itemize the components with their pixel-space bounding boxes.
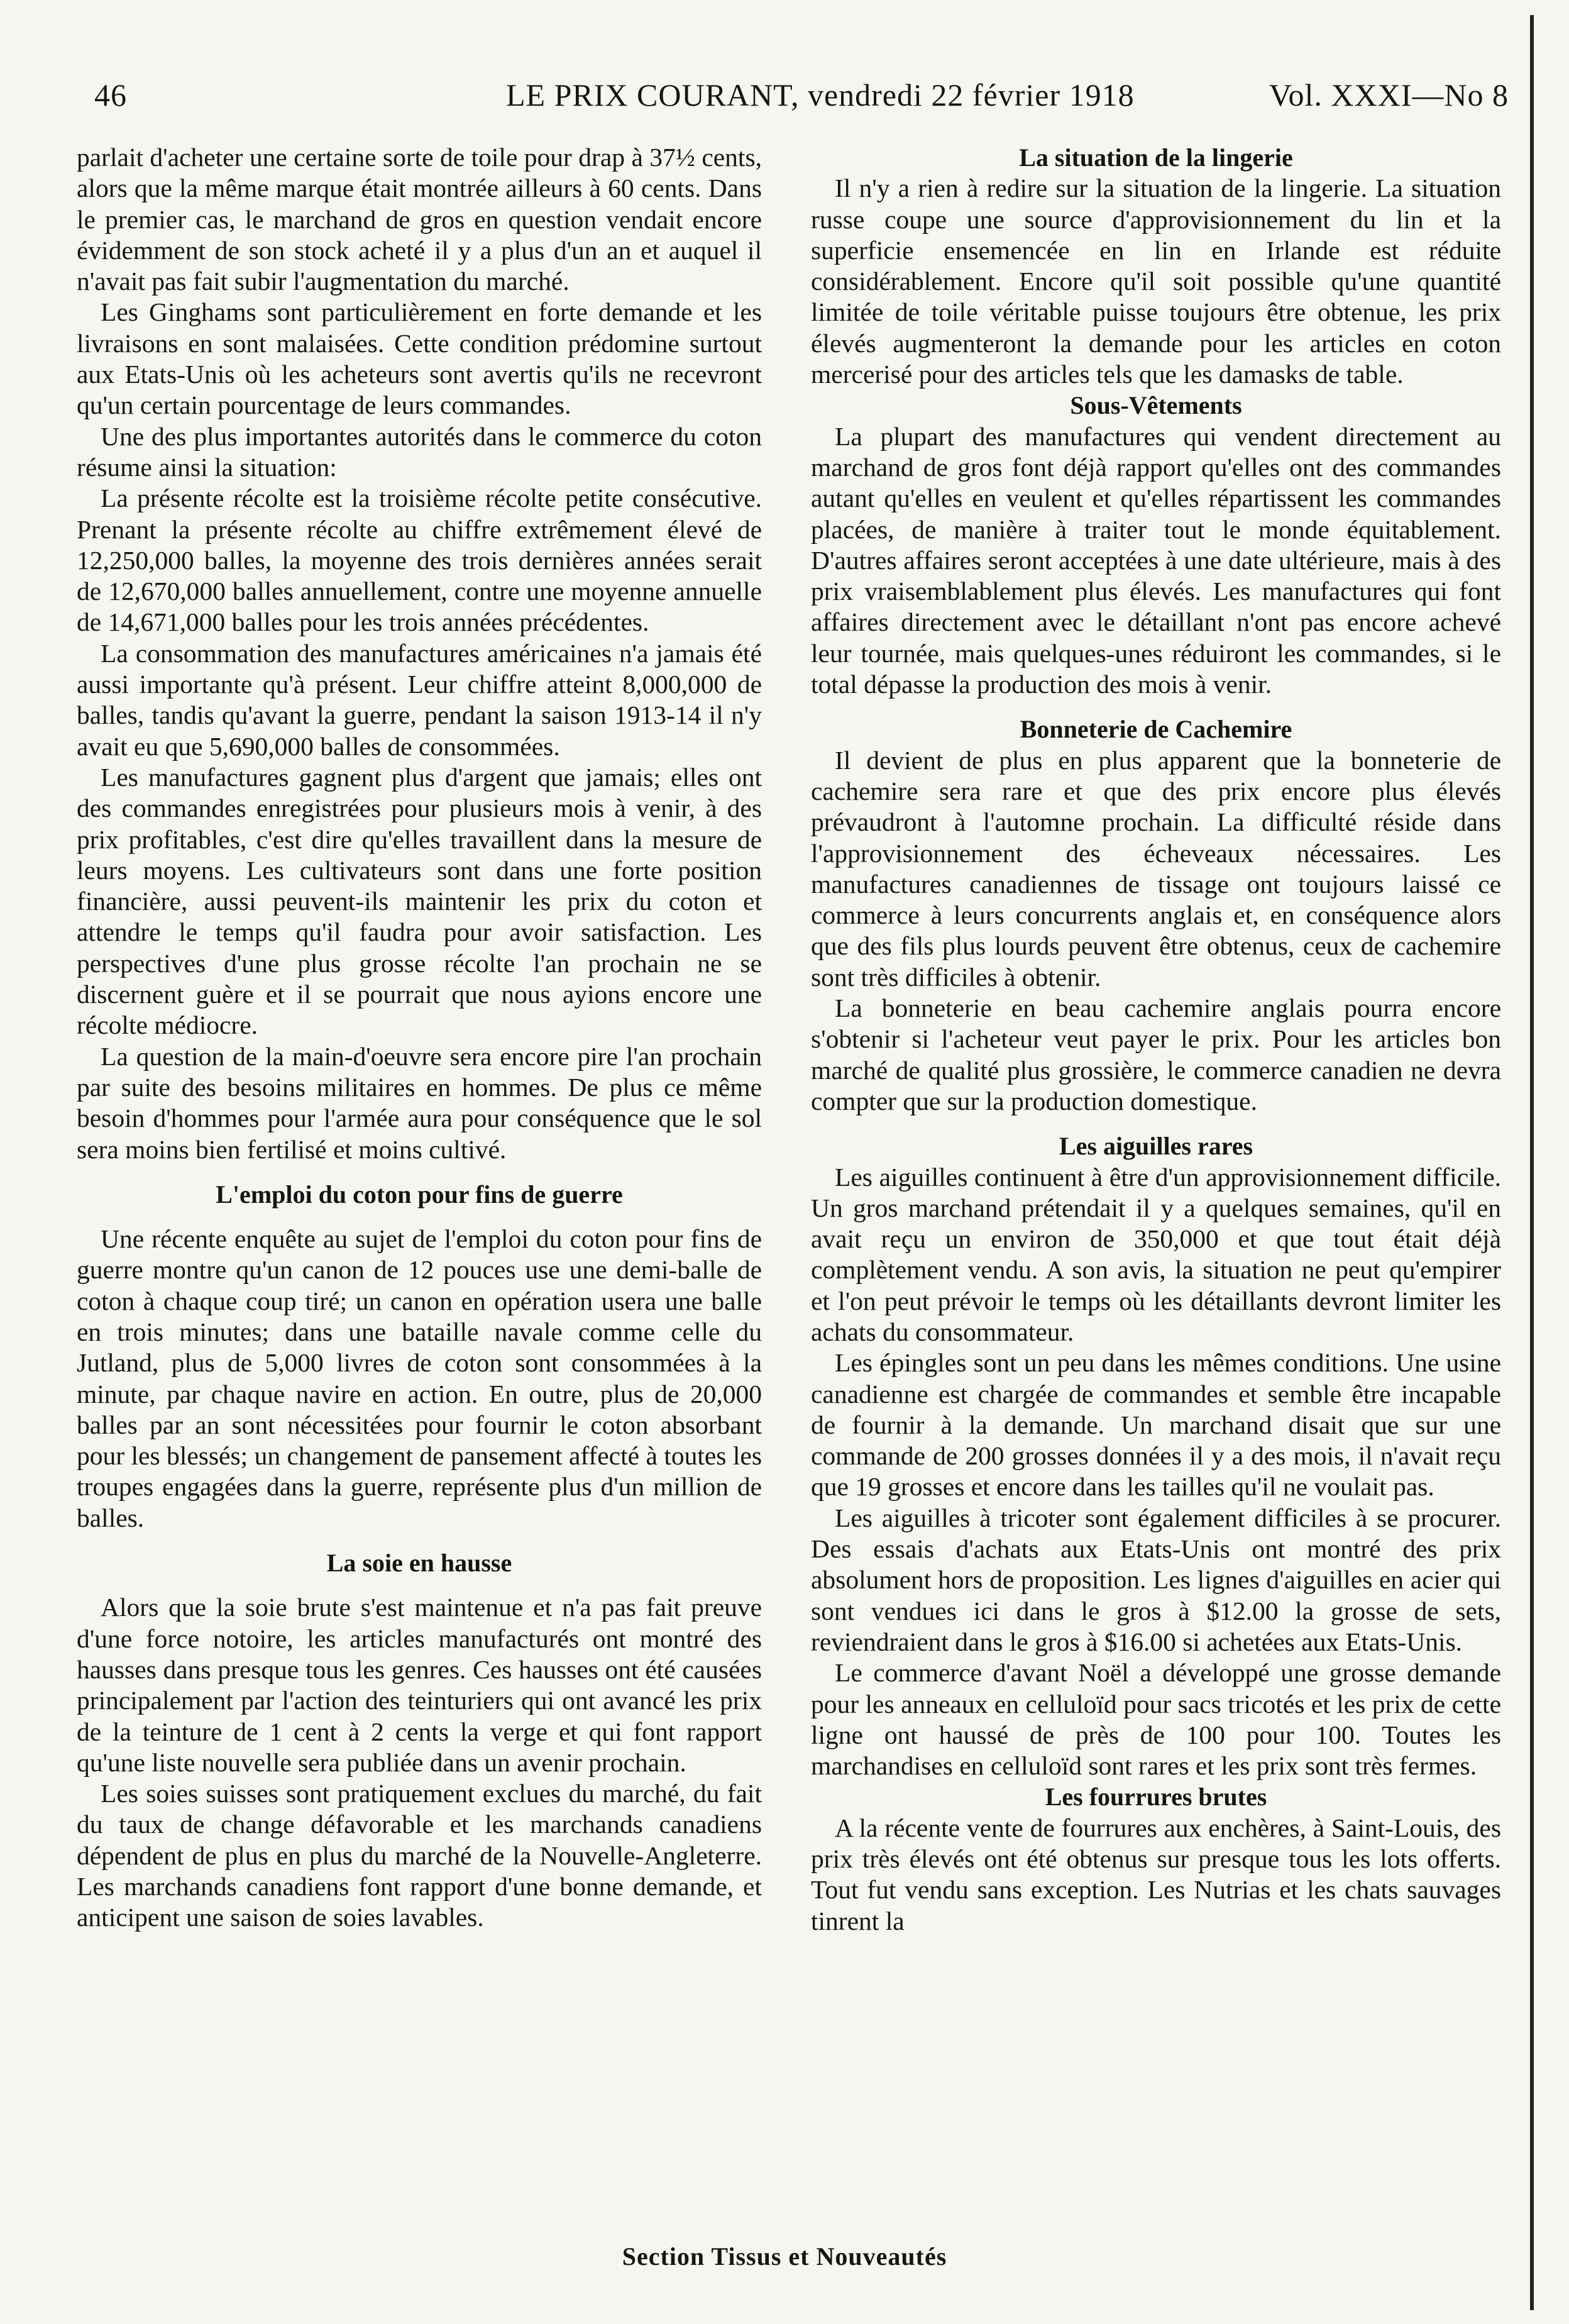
paragraph: Une récente enquête au sujet de l'emploi du coton pour fins de guerre montre qu'un canon de 12 pouces use une demi-balle de coton à chaque coup tiré; un canon en opération usera une balle en trois minutes; dans une bataille navale comme celle du Jutland, plus de 5,000 livres de coton sont consommées à la minute, par chaque navire en action. En outre, plus de 20,000 balles par an sont nécessitées pour fournir le coton absorbant pour les blessés; un changement de pansement affecté à toutes les troupes engagées dans la guerre, représente plus d'un million de balles. <box>77 1224 762 1532</box>
page-header <box>94 77 1509 121</box>
paragraph: Les épingles sont un peu dans les mêmes conditions. Une usine canadienne est chargée de commandes et semble être incapable de fournir à la demande. Un marchand disait que sur une commande de 200 grosses données il y a des mois, il n'avait reçu que 19 grosses et encore dans les tailles qu'il ne voulait pas. <box>811 1348 1501 1502</box>
volume-number: Vol. XXXI—No 8 <box>1269 77 1509 113</box>
section-heading-fourrures: Les fourrures brutes <box>1045 1783 1267 1812</box>
paragraph: Les aiguilles continuent à être d'un approvisionnement difficile. Un gros marchand prétendait il y a quelques semaines, qu'il en avait reçu un environ de 350,000 et que tout était déjà complètement vendu. A son avis, la situation ne peut qu'empirer et l'on peut prévoir le temps où les détaillants devront limiter les achats du consommateur. <box>811 1162 1501 1346</box>
section-heading-sous-vetements: Sous-Vêtements <box>1070 391 1242 420</box>
paragraph: parlait d'acheter une certaine sorte de toile pour drap à 37½ cents, alors que la même marque était montrée ailleurs à 60 cents. Dans le premier cas, le marchand de gros en question vendait encore évidemment de son stock acheté il y a plus d'un an et auquel il n'avait pas fait subir l'augmentation du marché. <box>77 143 762 296</box>
paragraph: La consommation des manufactures américaines n'a jamais été aussi importante qu'à présent. Leur chiffre atteint 8,000,000 de balles, tandis qu'avant la guerre, pendant la saison 1913-14 il n'y avait eu que 5,690,000 balles de consommées. <box>77 638 762 761</box>
left-column <box>77 142 762 1934</box>
journal-title-date: LE PRIX COURANT, vendredi 22 février 1918 <box>506 77 1135 113</box>
paragraph: La question de la main-d'oeuvre sera encore pire l'an prochain par suite des besoins militaires en hommes. De plus ce même besoin d'hommes pour l'armée aura pour conséquence que le sol sera moins bien fertilisé et moins cultivé. <box>77 1041 762 1164</box>
paragraph: Les soies suisses sont pratiquement exclues du marché, du fait du taux de change défavorable et les marchands canadiens dépendent de plus en plus du marché de la Nouvelle-Angleterre. Les marchands canadiens font rapport d'une bonne demande, et anticipent une saison de soies lavables. <box>77 1779 762 1932</box>
paragraph: Il n'y a rien à redire sur la situation de la lingerie. La situation russe coupe une source d'approvisionnement du lin et la superficie ensemencée en lin en Irlande est réduite considérablement. Encore qu'il soit possible qu'une quantité limitée de toile véritable puisse toujours être obtenue, les prix élevés augmenteront la demande pour les articles en coton mercerisé pour des articles tels que les damasks de table. <box>811 174 1501 389</box>
paragraph: Les manufactures gagnent plus d'argent que jamais; elles ont des commandes enregistrées pour plusieurs mois à venir, à des prix profitables, c'est dire qu'elles travaillent dans la mesure de leurs moyens. Les cultivateurs sont dans une forte position financière, aussi peuvent-ils maintenir les prix du coton et attendre le temps qu'il faudra pour avoir satisfaction. Les perspectives d'une plus grosse récolte l'an prochain ne se discernent guère et il se pourrait que nous ayions encore une récolte médiocre. <box>77 762 762 1040</box>
page-edge-rule <box>1530 15 1534 2310</box>
section-heading-lingerie: La situation de la lingerie <box>1019 143 1293 172</box>
paragraph: Il devient de plus en plus apparent que la bonneterie de cachemire sera rare et que des prix encore plus élevés prévaudront à l'automne prochain. La difficulté réside dans l'approvisionnement des écheveaux nécessaires. Les manufactures canadiennes de tissage ont toujours laissé ce commerce à leurs concurrents anglais et, en conséquence alors que des fils plus lourds peuvent être obtenus, ceux de cachemire sont très difficiles à obtenir. <box>811 745 1501 992</box>
section-heading-bonneterie: Bonneterie de Cachemire <box>1020 715 1292 744</box>
paragraph: Alors que la soie brute s'est maintenue et n'a pas fait preuve d'une force notoire, les articles manufacturés ont montré des hausses dans presque tous les genres. Ces hausses ont été causées principalement par l'action des teinturiers qui ont avancé les prix de la teinture de 1 cent à 2 cents la verge et qui font rapport qu'une liste nouvelle sera publiée dans un avenir prochain. <box>77 1593 762 1777</box>
section-heading-soie: La soie en hausse <box>326 1549 512 1578</box>
page-number: 46 <box>94 77 127 113</box>
section-heading-guerre: L'emploi du coton pour fins de guerre <box>216 1180 623 1209</box>
paragraph: La plupart des manufactures qui vendent directement au marchand de gros font déjà rapport qu'elles ont des commandes autant qu'elles en veulent et qu'elles répartissent les commandes placées, de manière à traiter tout le monde équitablement. D'autres affaires seront acceptées à une date ultérieure, mais à des prix vraisemblablement plus élevés. Les manufactures qui font affaires directement avec le détaillant n'ont pas encore achevé leur tournée, mais quelques-unes réduiront les commandes, si le total dépasse la production des mois à venir. <box>811 421 1501 699</box>
section-heading-aiguilles: Les aiguilles rares <box>1059 1132 1253 1161</box>
paragraph: La bonneterie en beau cachemire anglais pourra encore s'obtenir si l'acheteur veut payer le prix. Pour les articles bon marché de qualité plus grossière, le commerce canadien ne devra compter que sur la production domestique. <box>811 993 1501 1115</box>
section-footer: Section Tissus et Nouveautés <box>622 2242 947 2271</box>
paragraph: Une des plus importantes autorités dans le commerce du coton résume ainsi la situation: <box>77 421 762 482</box>
paragraph: La présente récolte est la troisième récolte petite consécutive. Prenant la présente récolte au chiffre extrêmement élevé de 12,250,000 balles, la moyenne des trois dernières années serait de 12,670,000 balles annuellement, contre une moyenne annuelle de 14,671,000 balles pour les trois années précédentes. <box>77 484 762 637</box>
paragraph: Les aiguilles à tricoter sont également difficiles à se procurer. Des essais d'achats aux Etats-Unis ont montré des prix absolument hors de proposition. Les lignes d'aiguilles en acier qui sont vendues ici dans le gros à $12.00 la grosse de sets, reviendraient dans le gros à $16.00 si achetées aux Etats-Unis. <box>811 1503 1501 1656</box>
paragraph: Le commerce d'avant Noël a développé une grosse demande pour les anneaux en celluloïd pour sacs tricotés et les prix de cette ligne ont haussé de près de 100 pour 100. Toutes les marchandises en celluloïd sont rares et les prix sont très fermes. <box>811 1658 1501 1781</box>
paragraph: Les Ginghams sont particulièrement en forte demande et les livraisons en sont malaisées. Cette condition prédomine surtout aux Etats-Unis où les acheteurs sont avertis qu'ils ne recevront qu'un certain pourcentage de leurs commandes. <box>77 297 762 420</box>
paragraph: A la récente vente de fourrures aux enchères, à Saint-Louis, des prix très élevés ont été obtenus sur presque tous les lots offerts. Tout fut vendu sans exception. Les Nutrias et les chats sauvages tinrent la <box>811 1813 1501 1935</box>
right-column <box>811 142 1501 1937</box>
